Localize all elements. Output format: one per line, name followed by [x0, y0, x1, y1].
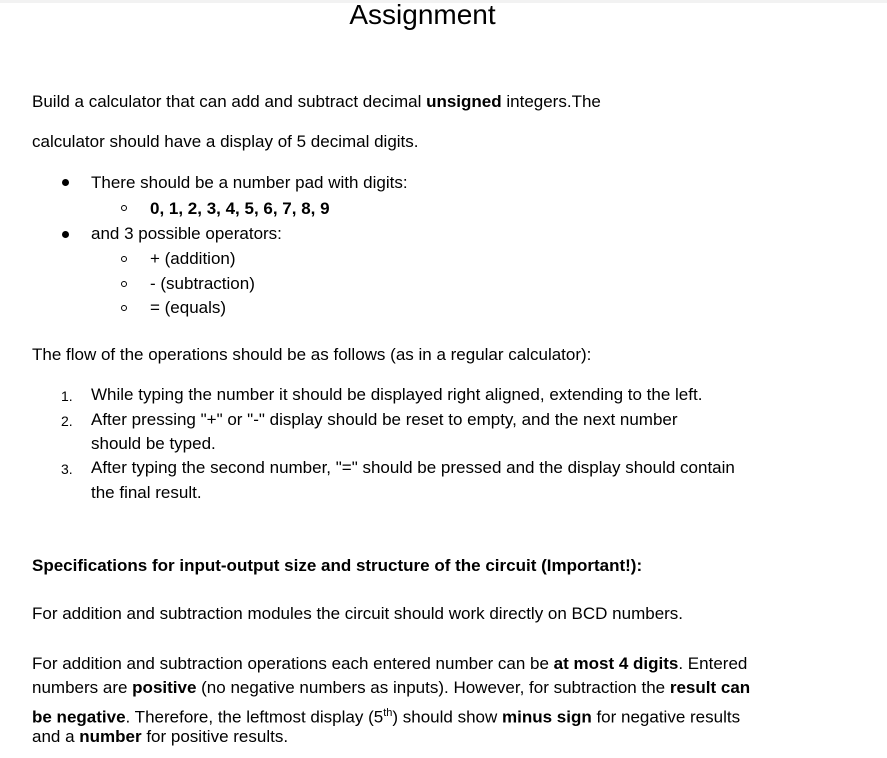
intro-bold-unsigned: unsigned	[426, 92, 502, 111]
step-number: 3.	[61, 461, 73, 477]
specs-paragraph-2-line-4	[32, 726, 288, 748]
specs-bold: number	[79, 727, 142, 746]
bullet-dot-icon	[62, 231, 69, 238]
sub-bullet-circle-icon	[121, 256, 127, 262]
specs-text: for positive results.	[141, 727, 289, 746]
specs-paragraph-2-line-2	[32, 677, 750, 699]
sub-bullet-item: - (subtraction)	[150, 274, 255, 293]
intro-line-1	[32, 91, 601, 113]
bullet-item: There should be a number pad with digits:	[91, 173, 408, 192]
specs-bold: be negative	[32, 707, 126, 727]
page-title: Assignment	[349, 0, 496, 30]
step-text: the final result.	[91, 483, 202, 502]
step-text: While typing the number it should be displayed right aligned, extending to the left.	[91, 385, 703, 404]
specs-text: ) should show	[392, 707, 502, 727]
sub-bullet-circle-icon	[121, 305, 127, 311]
flow-heading: The flow of the operations should be as follows (as in a regular calculator):	[32, 345, 592, 364]
specs-text: and a	[32, 727, 80, 746]
intro-text: integers.The	[501, 92, 601, 111]
step-number: 1.	[61, 388, 73, 404]
sub-bullet-item: + (addition)	[150, 249, 236, 268]
step-text: After typing the second number, "=" should be pressed and the display should contain	[91, 458, 735, 477]
specs-text: for negative results	[591, 707, 741, 727]
specs-bold: at most 4 digits	[553, 654, 679, 673]
sub-bullet-circle-icon	[121, 281, 127, 287]
step-text: After pressing "+" or "-" display should be reset to empty, and the next number	[91, 410, 678, 429]
bullet-item: and 3 possible operators:	[91, 224, 282, 243]
specs-paragraph-2-line-3	[32, 702, 740, 729]
specs-text: . Therefore, the leftmost display (5	[125, 707, 384, 727]
step-text: should be typed.	[91, 434, 216, 453]
superscript-th: th	[383, 707, 393, 719]
specs-bold: positive	[132, 678, 197, 697]
specs-bold: result can	[669, 678, 751, 697]
intro-text: Build a calculator that can add and subtract decimal	[32, 92, 427, 111]
bullet-dot-icon	[62, 179, 69, 186]
specs-text: (no negative numbers as inputs). However, for subtraction the	[196, 678, 670, 697]
specs-text: . Entered	[678, 654, 748, 673]
intro-line-2: calculator should have a display of 5 decimal digits.	[32, 132, 419, 151]
specs-bold: minus sign	[502, 707, 592, 727]
specs-paragraph-1: For addition and subtraction modules the circuit should work directly on BCD numbers.	[32, 604, 684, 623]
specs-heading: Specifications for input-output size and structure of the circuit (Important!):	[32, 556, 643, 575]
specs-text: numbers are	[32, 678, 133, 697]
specs-paragraph-2-line-1	[32, 653, 747, 675]
sub-bullet-circle-icon	[121, 205, 127, 211]
specs-text: For addition and subtraction operations each entered number can be	[32, 654, 554, 673]
step-number: 2.	[61, 413, 73, 429]
sub-bullet-item-digits: 0, 1, 2, 3, 4, 5, 6, 7, 8, 9	[150, 199, 330, 218]
sub-bullet-item: = (equals)	[150, 298, 227, 317]
